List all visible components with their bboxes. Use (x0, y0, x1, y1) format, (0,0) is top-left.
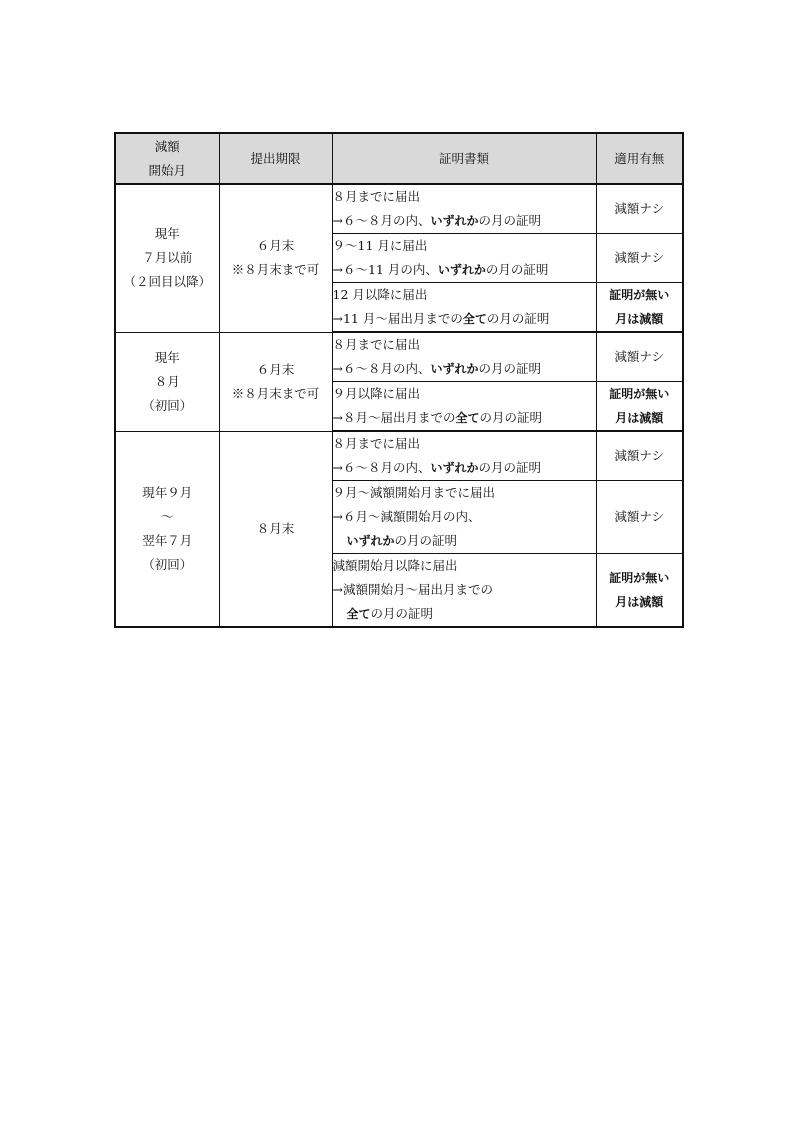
header-documents: 証明書類 (332, 133, 596, 184)
start-month-line: 現年 (154, 349, 180, 365)
deadline-line: ８月末 (256, 520, 295, 536)
deadline-line: ６月末 (256, 361, 295, 377)
start-month-line: （初回） (142, 556, 193, 572)
applied-line: 月は減額 (615, 312, 664, 326)
start-month-line: 現年９月 (142, 484, 193, 500)
deadline-cell (219, 184, 332, 332)
documents-line: ８月までに届出 (332, 189, 421, 204)
documents-cell (332, 332, 596, 382)
deadline-cell (219, 332, 332, 431)
documents-line: →６月～減額開始月の内、 (332, 509, 481, 524)
documents-emphasis: 全て (455, 411, 480, 425)
documents-cell (332, 184, 596, 234)
documents-text: の月の証明 (370, 606, 434, 621)
documents-line: →減額開始月～届出月までの (332, 582, 493, 597)
table-header-row (115, 133, 683, 184)
deadline-line: ※８月末まで可 (231, 385, 320, 401)
applied-cell: 減額ナシ (596, 234, 683, 283)
documents-line: ８月までに届出 (332, 337, 421, 352)
documents-cell (332, 283, 596, 333)
documents-line: 12 月以降に届出 (332, 287, 428, 302)
applied-line: 月は減額 (615, 595, 664, 609)
start-month-line: （初回） (142, 397, 193, 413)
applied-cell: 減額ナシ (596, 481, 683, 554)
applied-cell (596, 382, 683, 432)
documents-line (333, 357, 596, 381)
applied-line: 証明が無い (609, 288, 670, 302)
documents-line: 減額開始月以降に届出 (332, 558, 458, 573)
documents-emphasis: 全て (346, 607, 371, 621)
applied-line: 証明が無い (609, 387, 670, 401)
documents-cell (332, 481, 596, 554)
documents-line (333, 406, 596, 430)
table-row (115, 332, 683, 382)
documents-cell (332, 382, 596, 432)
documents-emphasis: いずれか (430, 214, 479, 228)
applied-line: 証明が無い (609, 571, 670, 585)
documents-emphasis: いずれか (430, 461, 479, 475)
documents-line (333, 602, 596, 626)
start-month-cell (115, 184, 219, 332)
documents-text: →11 月～届出月までの (332, 311, 463, 326)
documents-cell (332, 554, 596, 628)
documents-text: の月の証明 (394, 533, 458, 548)
documents-cell (332, 234, 596, 283)
applied-line: 月は減額 (615, 411, 664, 425)
documents-line (333, 307, 596, 331)
documents-text: →６～８月の内、 (332, 213, 431, 228)
start-month-line: 現年 (154, 226, 180, 242)
applied-cell: 減額ナシ (596, 184, 683, 234)
header-start-month-line1: 減額 (154, 138, 180, 154)
documents-line: ８月までに届出 (332, 436, 421, 451)
applied-cell (596, 283, 683, 333)
start-month-cell (115, 332, 219, 431)
applied-cell: 減額ナシ (596, 431, 683, 481)
start-month-line: 翌年７月 (142, 532, 193, 548)
documents-line (333, 529, 596, 553)
table-row (115, 184, 683, 234)
deadline-line: ※８月末まで可 (231, 262, 320, 278)
documents-text: →６～８月の内、 (332, 460, 431, 475)
deadline-line: ６月末 (256, 238, 295, 254)
documents-text: の月の証明 (478, 460, 542, 475)
table-row (115, 431, 683, 481)
documents-text: の月の証明 (478, 213, 542, 228)
documents-line (333, 258, 596, 282)
applied-cell: 減額ナシ (596, 332, 683, 382)
documents-emphasis: 全て (462, 312, 487, 326)
documents-text: の月の証明 (486, 311, 550, 326)
header-start-month (115, 133, 219, 184)
documents-text: の月の証明 (478, 361, 542, 376)
deadline-cell (219, 431, 332, 627)
start-month-line: ８月 (154, 373, 180, 389)
documents-line: ９月以降に届出 (332, 386, 421, 401)
documents-text: の月の証明 (479, 410, 543, 425)
start-month-line: （２回目以降） (123, 274, 211, 290)
documents-emphasis: いずれか (346, 534, 395, 548)
start-month-cell (115, 431, 219, 627)
documents-line: ９月～減額開始月までに届出 (332, 485, 496, 500)
reduction-rules-table (114, 132, 684, 628)
start-month-line: ～ (160, 508, 174, 524)
documents-text: →８月～届出月までの (332, 410, 456, 425)
header-start-month-line2: 開始月 (148, 162, 186, 178)
header-deadline: 提出期限 (219, 133, 332, 184)
header-applied: 適用有無 (596, 133, 683, 184)
documents-text: →６～11 月の内、 (332, 262, 438, 277)
documents-text: の月の証明 (485, 262, 549, 277)
documents-cell (332, 431, 596, 481)
documents-emphasis: いずれか (430, 362, 479, 376)
documents-line (333, 209, 596, 233)
documents-text: →６～８月の内、 (332, 361, 431, 376)
documents-line (333, 456, 596, 480)
documents-emphasis: いずれか (437, 263, 486, 277)
documents-line: ９～11 月に届出 (332, 238, 428, 253)
start-month-line: ７月以前 (142, 250, 193, 266)
applied-cell (596, 554, 683, 628)
